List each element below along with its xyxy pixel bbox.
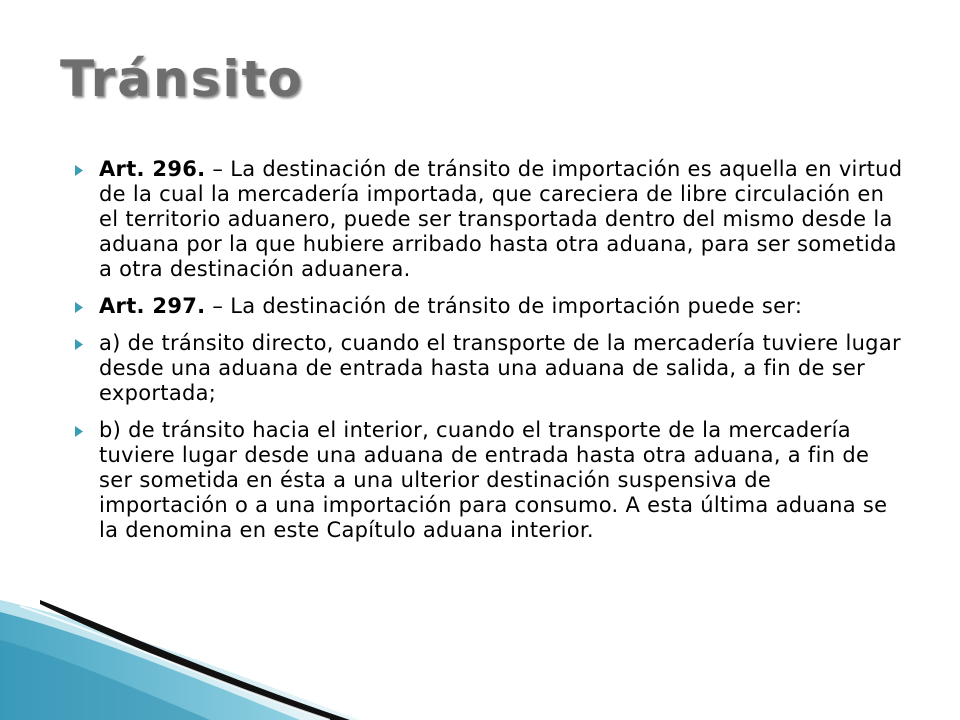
slide-title: Tránsito bbox=[60, 50, 304, 108]
bullet-text: – La destinación de tránsito de importación es aquella en virtud de la cual la mercadería importada, que careciera de libre circulación en el territorio aduanero, puede ser transportada dentro del mismo desde la aduana por la que hubiere arribado hasta otra aduana, para ser sometida a otra destinación aduanera. bbox=[99, 157, 903, 281]
article-number: Art. 297. bbox=[99, 294, 206, 318]
article-number: Art. 296. bbox=[99, 157, 206, 181]
bullet-text: a) de tránsito directo, cuando el transporte de la mercadería tuviere lugar desde una aduana de entrada hasta una aduana de salida, a fin de ser exportada; bbox=[99, 331, 901, 405]
bullet-text: b) de tránsito hacia el interior, cuando el transporte de la mercadería tuviere lugar desde una aduana de entrada hasta otra aduana, a fin de ser sometida en ésta a una ulterior destinación suspensiva de importación o a una importación para consumo. A esta última aduana se la denomina en este Capítulo aduana interior. bbox=[99, 418, 888, 542]
bullet-text: – La destinación de tránsito de importación puede ser: bbox=[205, 294, 803, 318]
